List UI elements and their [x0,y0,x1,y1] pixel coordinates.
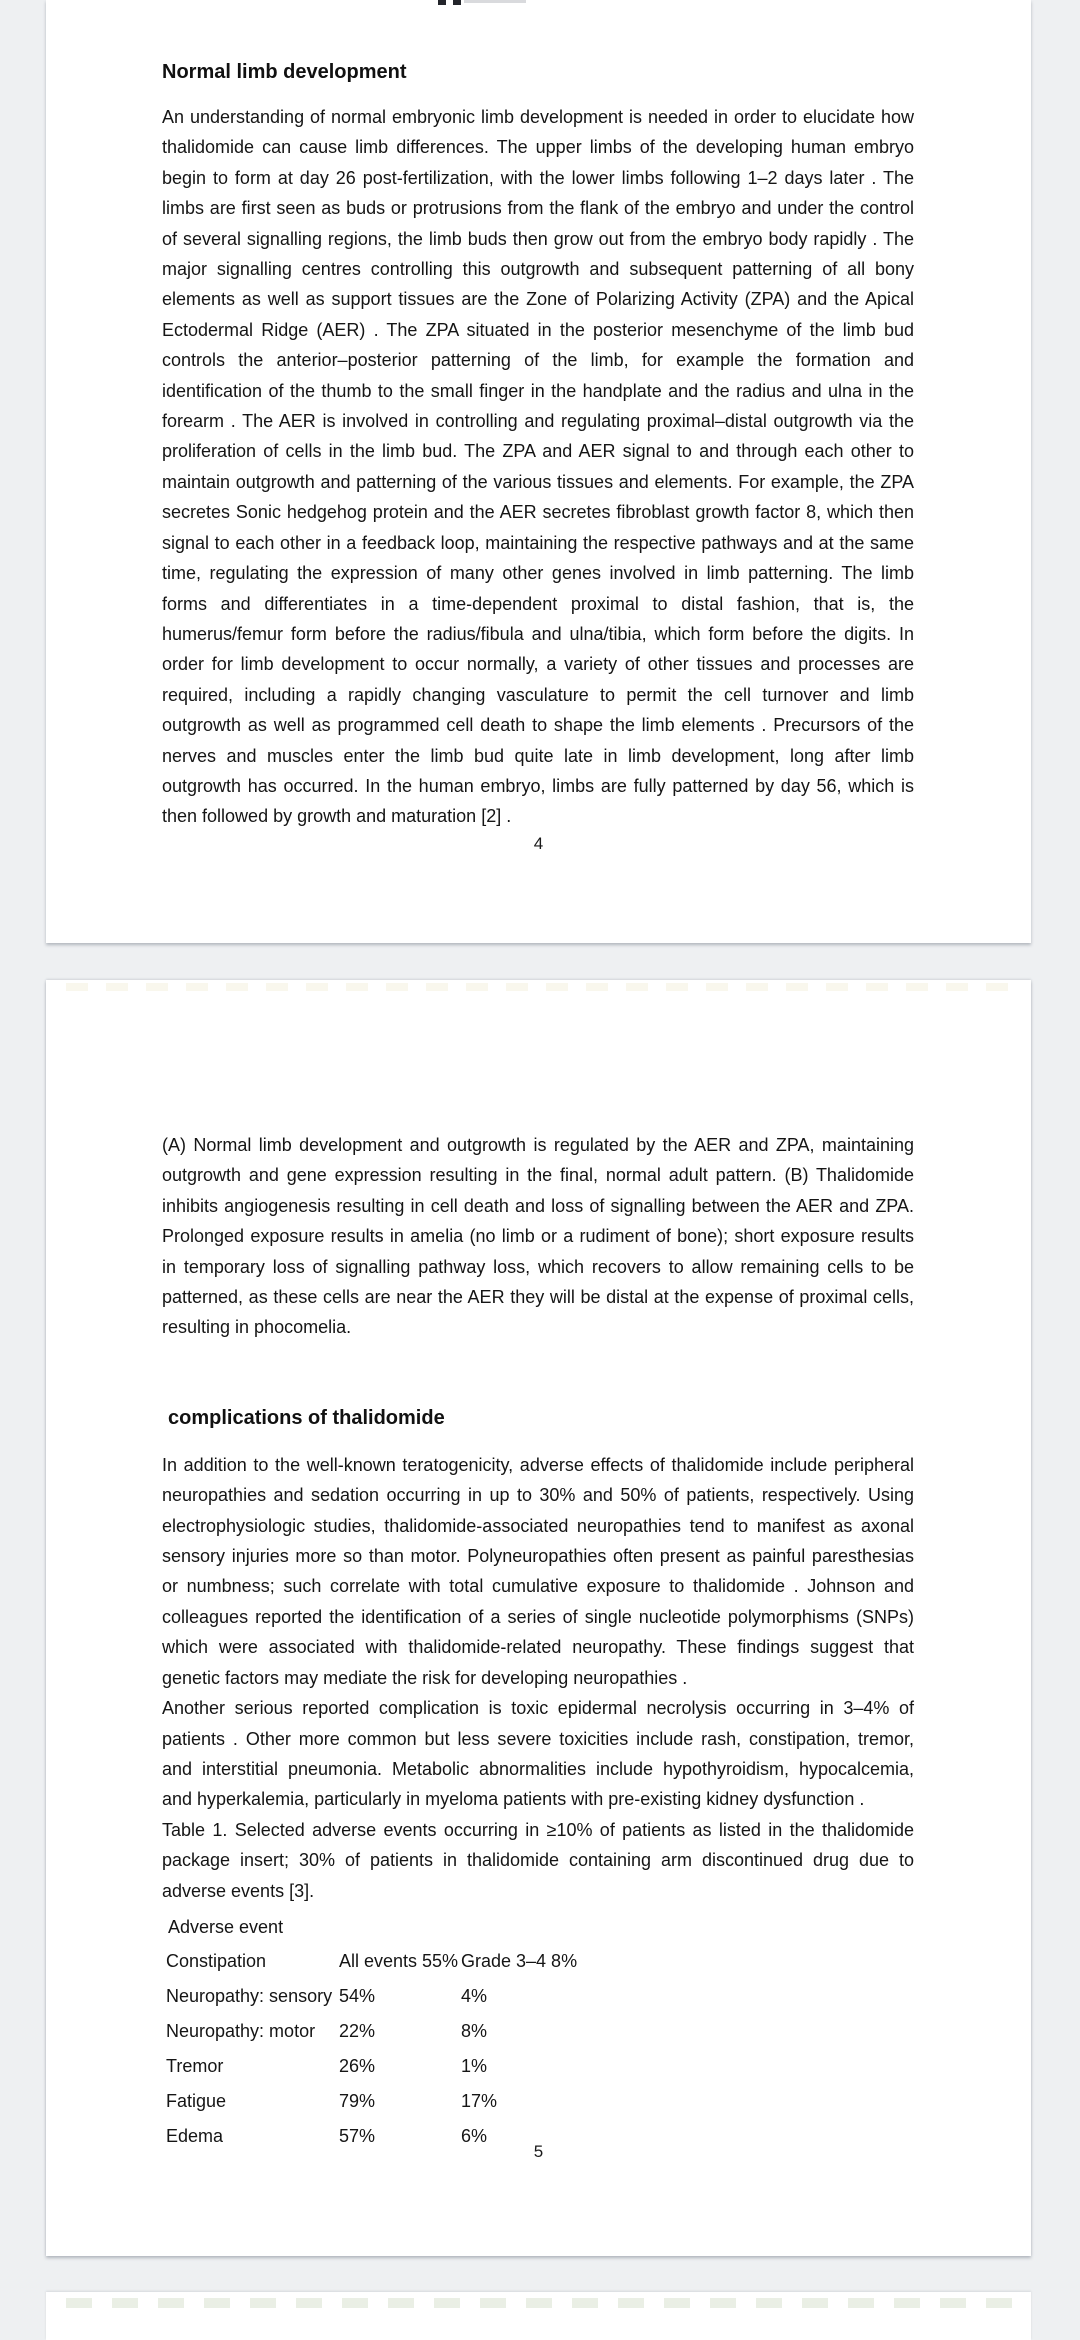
table-cell-event: Fatigue [166,2090,227,2111]
table-cell-all-events: 79% [339,2090,376,2111]
table-row [166,1979,914,2014]
page-4-content [46,0,1031,832]
table-cell-event: Tremor [166,2055,224,2076]
page-5 [46,980,1031,2256]
table-cell-grade: 4% [461,1985,488,2006]
table-cell-event: Neuropathy: sensory [166,1985,333,2006]
table-row [166,1944,914,1979]
table-cell-grade: 1% [461,2055,488,2076]
table-cell-all-events: 22% [339,2020,376,2041]
section-heading-normal-limb-development: Normal limb development [162,61,407,83]
paragraph-toxicities: Another serious reported complication is toxic epidermal necrolysis occurring in 3–4% of patients . Other more common but less severe toxicities include rash, constipation, tremor, and interstitial pneumonia. Metabolic abnormalities include hypothyroidism, hypocalcemia, and hyperkalemia, particularly in myeloma patients with pre-existing kidney dysfunction . [162,1698,914,1810]
faded-page-edge-content [66,983,1015,991]
table-row [166,2014,914,2049]
page-number-4: 4 [533,834,544,853]
adverse-events-table [162,1944,914,2154]
paragraph-neuropathy: In addition to the well-known teratogenicity, adverse effects of thalidomide include peripheral neuropathies and sedation occurring in up to 30% and 50% of patients, respectively. Using electrophysiologic studies, thalidomide-associated neuropathies tend to manifest as axonal sensory injuries more so than motor. Polyneuropathies often present as painful paresthesias or numbness; such correlate with total cumulative exposure to thalidomide . Johnson and colleagues reported the identification of a series of single nucleotide polymorphisms (SNPs) which were associated with thalidomide-related neuropathy. These findings suggest that genetic factors may mediate the risk for developing neuropathies . [162,1454,914,1688]
page-number-5: 5 [533,2142,544,2161]
table-cell-all-events: All events 55% [339,1950,459,1971]
clipped-text-fragment [464,0,526,3]
table-cell-all-events: 57% [339,2125,376,2146]
table-cell-all-events: 26% [339,2055,376,2076]
table-row [166,2084,914,2119]
table-cell-all-events: 54% [339,1985,376,2006]
table-cell-grade: 6% [461,2125,488,2146]
table-cell-event: Edema [166,2125,224,2146]
table-cell-grade: Grade 3–4 8% [461,1950,578,1971]
table-1-caption: Table 1. Selected adverse events occurring in ≥10% of patients as listed in the thalidomide package insert; 30% of patients in thalidomide containing arm discontinued drug due to adverse events [3]. [162,1819,914,1901]
table-cell-event: Constipation [166,1950,267,1971]
section-heading-complications-of-thalidomide: complications of thalidomide [168,1406,445,1429]
table-column-label-adverse-event: Adverse event [168,1916,284,1937]
figure-caption: (A) Normal limb development and outgrowth is regulated by the AER and ZPA, maintaining outgrowth and gene expression resulting in the final, normal adult pattern. (B) Thalidomide inhibits angiogenesis resulting in cell death and loss of signalling between the AER and ZPA. Prolonged exposure results in amelia (no limb or a rudiment of bone); short exposure results in temporary loss of signalling pathway loss, which recovers to allow remaining cells to be patterned, as these cells are near the AER they will be distal at the expense of proximal cells, resulting in phocomelia. [162,1135,914,1338]
faded-next-page-content [66,2298,1015,2308]
table-cell-grade: 17% [461,2090,498,2111]
clipped-text-fragment [438,0,446,5]
paragraph-normal-limb-development: An understanding of normal embryonic limb development is needed in order to elucidate how thalidomide can cause limb differences. The upper limbs of the developing human embryo begin to form at day 26 post-fertilization, with the lower limbs following 1–2 days later . The limbs are first seen as buds or protrusions from the flank of the embryo and under the control of several signalling regions, the limb buds then grow out from the embryo body rapidly . The major signalling centres controlling this outgrowth and subsequent patterning of all bony elements as well as support tissues are the Zone of Polarizing Activity (ZPA) and the Apical Ectodermal Ridge (AER) . The ZPA situated in the posterior mesenchyme of the limb bud controls the anterior–posterior patterning of the limb, for example the formation and identification of the thumb to the small finger in the handplate and the radius and ulna in the forearm . The AER is involved in controlling and regulating proximal–distal outgrowth via the proliferation of cells in the limb bud. The ZPA and AER signal to and through each other to maintain outgrowth and patterning of the various tissues and elements. For example, the ZPA secretes Sonic hedgehog protein and the AER secretes fibroblast growth factor 8, which then signal to each other in a feedback loop, maintaining the respective pathways and at the same time, regulating the expression of many other genes involved in limb patterning. The limb forms and differentiates in a time-dependent proximal to distal fashion, that is, the humerus/femur form before the radius/fibula and ulna/tibia, which form before the digits. In order for limb development to occur normally, a variety of other tissues and processes are required, including a rapidly changing vasculature to permit the cell turnover and limb outgrowth as well as programmed cell death to shape the limb elements . Precursors of the nerves and muscles enter the limb bud quite late in limb development, long after limb outgrowth has occurred. In the human embryo, limbs are fully patterned by day 56, which is then followed by growth and maturation [2] . [162,107,914,827]
page-6-edge [46,2292,1031,2340]
page-5-content [46,980,1031,2154]
clipped-text-fragment [453,0,461,5]
table-row [166,2049,914,2084]
table-cell-event: Neuropathy: motor [166,2020,316,2041]
table-cell-grade: 8% [461,2020,488,2041]
page-4 [46,0,1031,943]
